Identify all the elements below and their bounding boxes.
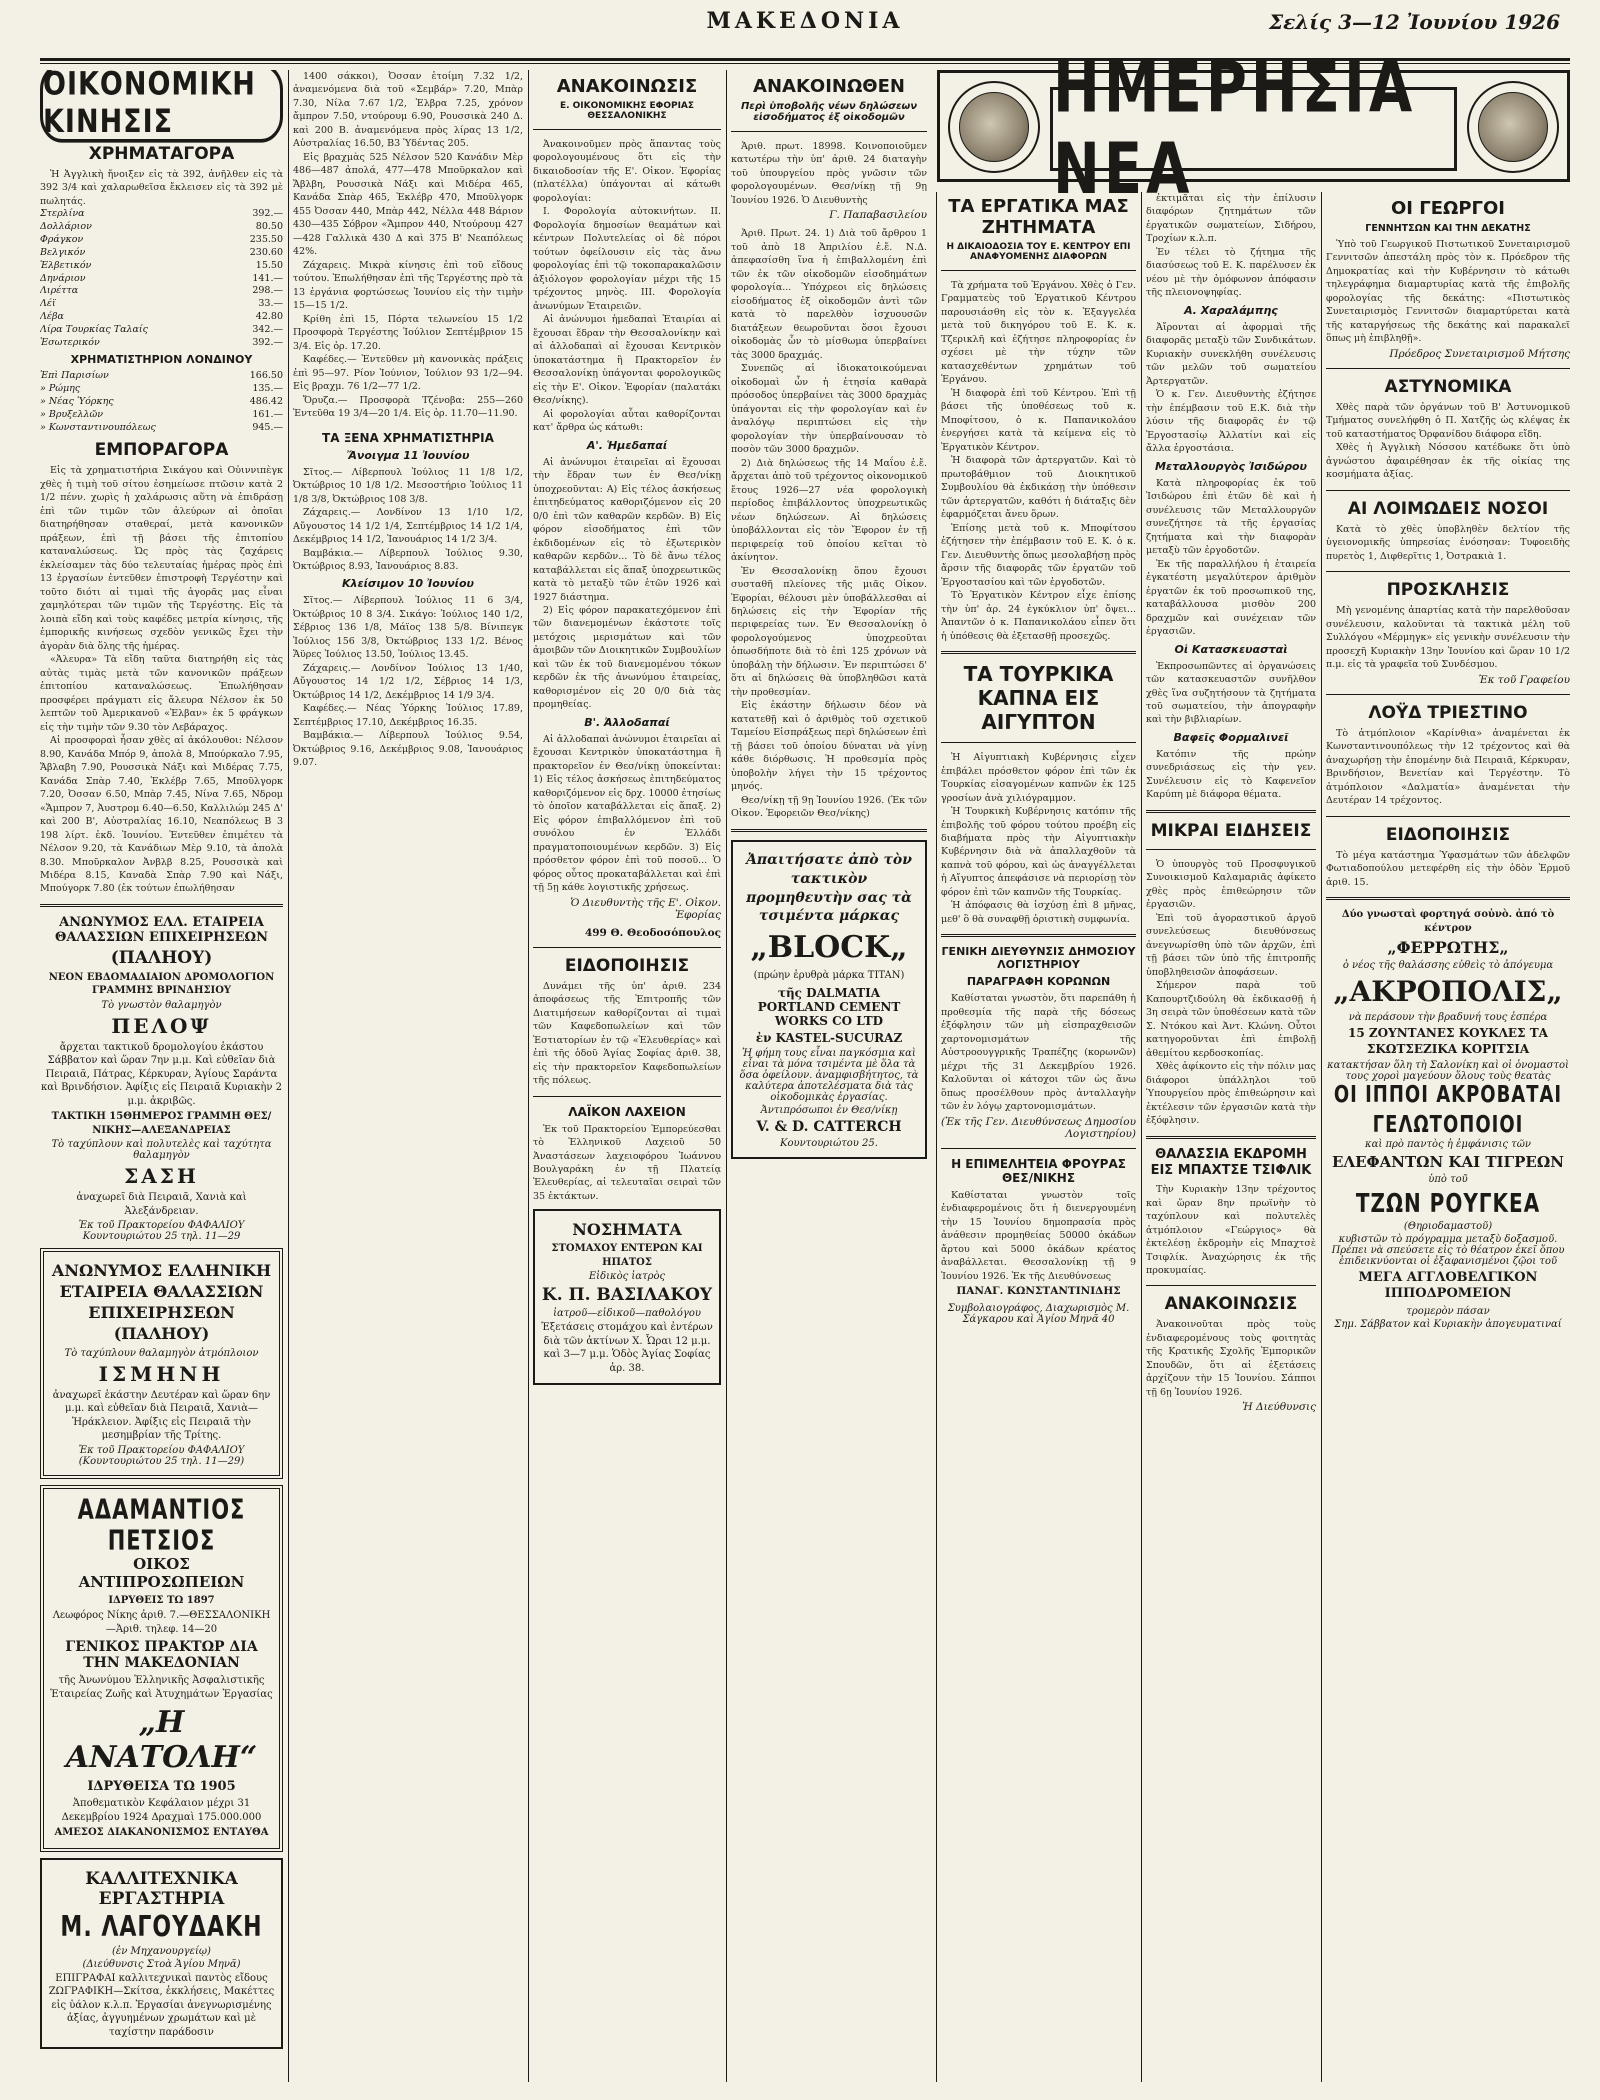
subheading: Περὶ ὑποβολῆς νέων δηλώσεων εἰσοδήματος ἐξ οἰκοδομῶν (740, 101, 918, 123)
heading-foreign-exchanges: ΤΑ ΞΕΝΑ ΧΡΗΜΑΤΙΣΤΗΡΙΑ (322, 430, 494, 445)
column-news (1146, 192, 1316, 2086)
price-value: 235.50 (249, 234, 283, 246)
article-text: Τὰ χρήματα τοῦ Ἐργάνου. Χθὲς ὁ Γεν. Γραμματεὺς τοῦ Ἐργατικοῦ Κέντρου παρουσιάσθη εἰς τὸν κ. Ἐξαγγελέα μετὰ τοῦ δικηγόρου τοῦ Ε. Κ. κ. Τζερικλῆ καὶ ἐζήτησε πληροφορίας ἐν σχέσει μὲ τὴν τύχην τῶν κατασχεθέντων χρημάτων τοῦ Ἐργάνου. (941, 280, 1136, 386)
subheading: Βαφεῖς Φορμαλινεῖ (1173, 730, 1289, 744)
price-label: Στερλίνα (40, 208, 85, 220)
price-row (40, 311, 283, 324)
price-label: Ἑλβετικόν (40, 259, 92, 271)
signature-name: ΠΑΝΑΓ. ΚΩΝΣΤΑΝΤΙΝΙΔΗΣ (956, 1285, 1121, 1298)
ad-line: Εἰδικὸς ἰατρὸς (588, 1271, 666, 1283)
article-text: Ὑπὸ τοῦ Γεωργικοῦ Πιστωτικοῦ Συνεταιρισμοῦ Γεννιτσῶν ἀπεστάλη πρὸς τὸν κ. Πρόεδρον τῆς Δημοκρατίας καὶ τὴν Κυβέρνησιν τὸ κάτωθι τηλεγράφημα διαμαρτυρίας κατὰ τῆς ἐπιβολῆς φορολογίας τῆς δεκάτης: «Πιστωτικὸς Συνεταιρισμὸς Γεννιτσῶν διαμαρτύρεται κατὰ τῆς καταργήσεως τῆς δεκάτης καὶ παρακαλεῖ ὅπως μὴ ἐπιβληθῇ». (1326, 239, 1570, 345)
article-text: Τὸ Ἐργατικὸν Κέντρον εἶχε ἐπίσης τὴν ὑπ' ἀρ. 24 ἐγκύκλιον ὑπ' ὄψει... Ἀπαντῶν ὁ κ. Παπανικολάου εἶπεν ὅτι ἡ ὑπόθεσις θὰ ἐξετασθῇ προσεχῶς. (941, 590, 1136, 642)
article-text: Κρίθη ἐπὶ 15, Πόρτα τελωνείου 15 1/2 Προσφορὰ Τεργέστης Ἰούλιον Σεπτέμβριον 15 3/4. Εἰς ὀρ. 17.20. (293, 313, 523, 352)
heading-sea-excursion: ΘΑΛΑΣΣΙΑ ΕΚΔΡΟΜΗ ΕΙΣ ΜΠΑΧΤΣΕ ΤΣΙΦΛΙΚ (1150, 1146, 1312, 1178)
price-row (40, 324, 283, 337)
ad-line: ἄρχεται τακτικοῦ δρομολογίου ἑκάστου Σάββατον καὶ ὥραν 7ην μ.μ. Καὶ εὐθεῖαν διὰ Πειραιᾶ, Πάτρας, Κέρκυραν, Ἀγίους Σαράντα καὶ Βρινδήσιον. Ἀφίξις εἰς Πειραιᾶ Κυριακὴν 2 μ.μ. ἀκριβῶς. (40, 1041, 283, 1107)
divider (941, 742, 1136, 743)
ad-ship-name: ΙΣΜΗΝΗ (98, 1361, 225, 1386)
article-text: Εἰς τὰ χρηματιστήρια Σικάγου καὶ Οὐιννιπὲγκ χθὲς ἡ τιμὴ τοῦ σίτου ἐσημείωσε πτῶσιν κατὰ 2 1/2 πένν. χωρὶς ἡ χαλάρωσις αὕτη νὰ ἐπιδράσῃ ἐπὶ τῶν τιμῶν τῶν ἀλεύρων αἱ ὁποῖαι διατηρήθησαν σταθεραί, μετὰ κανονικῶν πράξεων, ἐπὶ τῇ βάσει τῆς ἐπιτοπίου καταναλώσεως. Ὡς πρὸς τὰς ζαχάρεις ἐκλείσαμεν τὰς δύο τελευταίας ἡμέρας πρὸς ἐπὶ 13 ἐργασίων ἐντεῦθεν ἐπιστροφὴ Τεργέστην καὶ τοῦτο διότι αἱ τιμαὶ τῆς ἀγορᾶς μας εἶναι χαμηλότεραι τῶν τιμῶν τῆς Τεργέστης. Εἰς τὰ λοιπὰ εἴδη καὶ τοὺς καφέδες μετρία κίνησις, τῆς ἐμπορικῆς κινήσεως σχεδὸν γενικῶς ἔχει τὴν ἀγορὰν διὰ ὅλης τῆς ἡμέρας. (40, 465, 283, 652)
price-label: Δηνάριον (40, 272, 86, 284)
divider (731, 829, 927, 832)
article-text: Ἐν Θεσσαλονίκῃ ὅπου ἔχουσι συσταθῆ πλείονες τῆς μιᾶς Οἰκον. Ἐφορίαι, θέλουσι μὲν ὑποβάλλεσθαι αἱ δηλώσεις εἰς τὴν Ἐφορίαν τῆς περιφερείας των. Ἐν Θεσσαλονίκῃ ὁ φορολογούμενος ὑποχρεοῦται ὁπωσδήποτε διὰ τὸ ἐπὶ 125 χρόνων νὰ ὑποβάλῃ τὴν δήλωσιν. Ἐν περιπτώσει δ' ὅτι αἱ δηλώσεις θὰ ὑποβληθῶσι κατὰ τὴν προθεσμίαν. (731, 565, 927, 698)
ad-line: Σημ. Σάββατον καὶ Κυριακὴν ἀπογευματιναί (1334, 1318, 1562, 1330)
heading-anakoinosis: ΑΝΑΚΟΙΝΩΣΙΣ (556, 76, 698, 97)
price-value: 392.— (252, 208, 283, 220)
column-announcements (533, 70, 721, 2086)
divider (40, 904, 283, 907)
divider (1326, 368, 1570, 369)
column-divider (288, 70, 289, 2082)
ad-paleou-pelops (40, 915, 283, 1243)
ad-performer-name: ΤΖΩΝ ΡΟΥΓΚΕΑ (1355, 1187, 1541, 1219)
price-label: Ἐπὶ Παρισίων (40, 370, 109, 382)
price-row (40, 273, 283, 286)
ad-name: Μ. ΛΑΓΟΥΔΑΚΗ (60, 1910, 263, 1944)
ad-name: V. & D. CATTERCH (756, 1118, 902, 1135)
article-text: Ὄρυζα.— Προσφορὰ Τζένοβα: 255—260 Ἐντεῦθα 19 3/4—20 1/4. Εἰς ὀρ. 11.70—11.90. (293, 394, 523, 420)
ad-line: (Θηριοδαμαστοῦ) (1403, 1221, 1493, 1233)
ad-line: ΙΔΡΥΘΕΙΣΑ ΤΩ 1905 (87, 1779, 236, 1795)
coin-philip-icon (948, 81, 1040, 173)
subheading-crowns: ΠΑΡΑΓΡΑΦΗ ΚΟΡΩΝΩΝ (966, 975, 1111, 989)
article-text: Ὁ κ. Γεν. Διευθυντὴς ἐζήτησε τὴν ἐπέμβασιν τοῦ Ε.Κ. διὰ τὴν λύσιν τῆς διαφορᾶς ἐν τῷ Ἐργοστασίῳ Ἀλλατίνι καὶ εἰς ἄλλα ἐργοστάσια. (1146, 389, 1316, 455)
divider (941, 651, 1136, 654)
ad-venue-name: „ΑΚΡΟΠΟΛΙΣ„ (1333, 975, 1563, 1009)
ad-paleou-ismini (40, 1248, 283, 1478)
article-text: Καθίσταται γνωστὸν, ὅτι παρεπάθη ἡ προθεσμία τῆς παρὰ τῆς δόσεως ἐξόφλησιν τῶν μὴ εἰσπραχθεισῶν χαρτονομισμάτων τῆς Αὐστροουγγρικῆς Τραπέζης (κορωνῶν) μέχρι τῆς 31 Δεκεμβρίου 1926. Καλοῦνται οἱ κάτοχοι τῶν ὡς ἄνω ὅπως προσέλθουν πρὸς ἀνταλλαγὴν τῶν ἐν λόγῳ χαρτονομισμάτων. (941, 993, 1136, 1113)
ad-brand: „BLOCK„ (750, 930, 908, 966)
article-text: Αἱ προσφοραὶ ἦσαν χθὲς αἱ ἀκόλουθοι: Νέλσον 8.90, Κανάδα Μπόρ 9, ἀπολὰ 8, Μπούρκαλο 7.95, Ἄβλαβη 7.90, Ρουσσικὰ Νάξι καὶ Μιδέρας 7.75, Κανάδα Σπὰρ 7.40, Ἐκλέβρ 7.65, Μποῦλγορκ 7.20, Ὀσσαν 6.50, Μπὰρ 7.45, Νίνα 7.65, Νδρομ «Ἄμπρον 7, Ἀυστρομ 6.40—6.50, Καλλιλώμ 245 Δ' καὶ 200 Β', Αὐστραλίας 16.10, Νεαπόλεως Β 3 198 λίρτ. ἐκδ. Ἰουνίου. Ἐντεῦθεν ἐπιμέτευ τὰ Νέλσον 9.20, τὰ Κανάδιων Μὲρ 9.10, τὰ ἀπολὰ 8.30. Μποῦρκαλον Ἀνβλβ 8.25, Ρουσσικὰ καὶ Μιδέρα 8.15, Καναδὰ Σπὰρ 7.90 καὶ Νάξι, Μπούγορκ 7.80 (ἐκ τούτων ἐπωλήθησαν (40, 735, 283, 895)
column-labor (941, 192, 1136, 2086)
heading-public-accounting: ΓΕΝΙΚΗ ΔΙΕΥΘΥΝΣΙΣ ΔΗΜΟΣΙΟΥ ΛΟΓΙΣΤΗΡΙΟΥ (941, 945, 1136, 972)
ad-circus-akropolis (1326, 908, 1570, 1330)
heading-laiko-laxeio: ΛΑΪΚΟΝ ΛΑΧΕΙΟΝ (568, 1104, 686, 1119)
ad-line: κατακτήσαν ὅλη τὴ Σαλονίκη καὶ οἱ ὀνομαστοὶ τους χοροὶ μαγεύουν ὅλους τοὺς θεατὰς (1327, 1060, 1569, 1083)
ad-line: ΚΑΛΛΙΤΕΧΝΙΚΑ ΕΡΓΑΣΤΗΡΙΑ (85, 1868, 238, 1909)
article-text: Ι. Φορολογία αὐτοκινήτων. ΙΙ. Φορολογία δημοσίων θεαμάτων καὶ κέντρων Πολυτελείας οἱ δὲ πόροι τούτων ὀφείλουσιν εἰς τὰς ἄνω φορολογίας ἐπὶ τῷ τοκοπαρακαλῶσιν ἀξιόλογον φορολογίαν μέχρι τῆς 15 τρέχοντος μηνὸς. ΙΙΙ. Φορολογία ἀνωνύμων Ἑταιρειῶν. (533, 206, 721, 312)
heading-small-news: ΜΙΚΡΑΙ ΕΙΔΗΣΕΙΣ (1150, 820, 1312, 841)
article-text: Εἰς βραχμὰς 525 Νέλσον 520 Κανάδιν Μὲρ 486—487 ἀπολά, 477—478 Μποῦρκαλον καὶ Ἄβλβη, Ρουσσικὰ Νάξι καὶ Μιδέρα 465, Κανάδα Σπὰρ 465, Ἐκλέβρ 470, Μποῦλγορκ 455 Ὀσσαν 440, Μπὰρ 442, Νέλλα 448 Βάριον 430—435 Σόβρον «Ἄμπρον 440, Ντούρουμ 427—428 Γαλλικὰ 430 Δ καὶ 375 Β' Νεαπόλεως 42%. (293, 151, 523, 258)
ad-line: ΓΕΝΙΚΟΣ ΠΡΑΚΤΩΡ ΔΙΑ ΤΗΝ ΜΑΚΕΔΟΝΙΑΝ (65, 1639, 258, 1672)
column-misc (1326, 192, 1570, 2086)
price-value: 342.— (252, 323, 283, 335)
signature-detail: Συμβολαιογράφος, Διαχωρισμὸς Μ. Σάγκαρου καὶ Ἁγίου Μηνᾶ 40 (947, 1303, 1130, 1326)
ad-line: ΣΤΟΜΑΧΟΥ ΕΝΤΕΡΩΝ ΚΑΙ ΗΠΑΤΟΣ (551, 1243, 703, 1268)
price-label: » Βρυξελλῶν (40, 408, 104, 420)
article-text: Κατὰ τὸ χθὲς ὑποβληθὲν δελτίον τῆς ὑγειονομικῆς ὑπηρεσίας ἐνόσησαν: Τυφοειδὴς πυρετὸς 1, Διφθερῖτις 1, Ὀστρακιὰ 1. (1326, 523, 1570, 562)
heading-police: ΑΣΤΥΝΟΜΙΚΑ (1384, 376, 1512, 397)
divider (941, 934, 1136, 937)
price-value: 945.— (252, 421, 283, 433)
ad-line: νὰ περάσουν τὴν βραδυνή τους ἐσπέρα (1348, 1012, 1548, 1024)
subheading: ΓΕΝΝΗΤΣΩΝ ΚΑΙ ΤΗΝ ΔΕΚΑΤΗΣ (1365, 223, 1531, 234)
article-text: Ζάχαρεις. Μικρὰ κίνησις ἐπὶ τοῦ εἴδους τούτου. Ἐπωλήθησαν ἐπὶ τῆς Τεργέστης πρὸ τὰ 13 ἐργάνια φορτώσεως Ἰουνίου εἰς τὴν τιμὴν 15—15 1/2. (293, 259, 523, 312)
price-row (40, 298, 283, 311)
article-text: Ἐκ τῆς παραλλήλου ἡ ἑταιρεία ἐγκατέστη μεγαλύτερον ἀριθμὸν ἐργατῶν ἐκ τοῦ προσωπικοῦ της, καταβάλλουσα μισθὸν 200 δραχμῶν καὶ συνέχειαν τῶν ἐργασιῶν. (1146, 558, 1316, 638)
ad-name: ΑΔΑΜΑΝΤΙΟΣ ΠΕΤΣΙΟΣ (77, 1493, 246, 1556)
divider (1326, 816, 1570, 817)
price-value: 135.— (252, 383, 283, 395)
article-text: Ἀνακοινοῦμεν πρὸς ἅπαντας τοὺς φορολογουμένους ὅτι εἰς τὴν δικαιοδοσίαν τῆς Ε'. Οἰκον. Ἐφορίας (πλατέλλα) ὑπάγονται αἱ κάτωθι φορολογίαι: (533, 139, 721, 204)
ad-line: ἀναχωρεῖ ἑκάστην Δευτέραν καὶ ὥραν 6ην μ.μ. καὶ εὐθεῖαν διὰ Πειραιᾶ, Χανιὰ—Ἡράκλειον. Ἀφίξις εἰς Πειραιᾶ τὴν μεσημβρίαν τῆς Τρίτης. (52, 1389, 271, 1442)
divider (1146, 849, 1316, 850)
ad-block-cement (731, 840, 927, 1159)
signature-name: Γ. Παπαβασιλείου (829, 209, 927, 222)
article-text: Ἀριθ. Πρωτ. 24. 1) Διὰ τοῦ ἄρθρου 1 τοῦ ἀπὸ 18 Ἀπριλίου ἐ.ἔ. Ν.Δ. ἀπεφασίσθη ἵνα ἡ ἐπιβαλλομένη ἐπὶ τῶν ἐκ τῶν οἰκοδομῶν εἰσοδημάτων φορολογία... Ὑπόχρεοι εἰς δηλώσεις εἰσοδήματος ἐξ οἰκοδομῶν ἀντὶ τῶν κατὰ τὸ παρελθὸν ἰσχυουσῶν διατάξεων θεωροῦνται ὅσοι ἔχουσι οἰκοδομὰς ὧν τὸ μίσθωμα ὑπερβαίνει τὰς 3000 δραχμάς. (731, 228, 927, 361)
ad-line: Λεωφόρος Νίκης ἀριθ. 7.—ΘΕΣΣΑΛΟΝΙΚΗ—Ἀριθ. τηλεφ. 14—20 (52, 1610, 271, 1635)
ad-line: ἐν KASTEL-SUCURAZ (755, 1030, 903, 1045)
price-row (40, 208, 283, 221)
ad-subtitle: (ΠΑΛΗΟΥ) (110, 947, 213, 968)
article-text: Ἐν τέλει τὸ ζήτημα τῆς διασύσεως τοῦ Ε. Κ. παρέλυσεν ἐκ νέου μὲ τὴν ὁμόφωνον ἀπόφασιν τῆς πλειονοψηφίας. (1146, 246, 1316, 299)
ad-name: Κ. Π. ΒΑΣΙΛΑΚΟΥ (541, 1285, 713, 1306)
price-label: » Ρώμης (40, 383, 81, 395)
divider (1326, 694, 1570, 695)
article-text: Τὴν Κυριακὴν 13ην τρέχοντος καὶ ὥραν 8ην πρωϊνὴν τὸ ταχύπλουν καὶ πολυτελὲς ἀτμόπλοιον «Γεώργιος» θὰ ἐκτελέσῃ ἐκδρομὴν εἰς Μπαχτσὲ Τσιφλίκ. Ἀναχώρησις ἐκ τῆς προκυμαίας. (1146, 1184, 1316, 1276)
signature-name: Ἐκ τοῦ Γραφείου (1478, 673, 1570, 686)
ad-line: ΑΜΕΣΟΣ ΔΙΑΚΑΝΟΝΙΣΜΟΣ ΕΝΤΑΥΘΑ (54, 1827, 269, 1839)
heading-notice: ΕΙΔΟΠΟΙΗΣΙΣ (1385, 824, 1511, 845)
ad-adamantios-petsios (40, 1485, 283, 1852)
price-label: Λιρέττα (40, 285, 79, 297)
subheading: Α. Χαραλάμπης (1184, 303, 1278, 317)
article-text: Ἡ διαφορὰ τῶν ἀρτεργατῶν. Καὶ τὸ πρωτοβάθμιον τοῦ Διοικητικοῦ Συμβουλίου θὰ ἐκδικάσῃ τὴν ὑπόθεσιν τῶν ἀρτεργατῶν, καθότι ἡ διάταξις δὲν ἐφαρμόζεται ἄνευ ὅρων. (941, 455, 1136, 521)
article-text: Βαμβάκια.— Λίβερπουλ Ἰούλιος 9.30, Ὀκτώβριος 8.93, Ἰανουάριος 8.83. (293, 547, 523, 572)
ad-line: Ἀποθεματικὸν Κεφάλαιον μέχρι 31 Δεκεμβρίου 1924 Δραχμαὶ 175.000.000 (61, 1798, 262, 1823)
price-row (40, 234, 283, 247)
ad-line: τῆς DALMATIA PORTLAND CEMENT WORKS CO LTD (757, 985, 901, 1028)
newspaper-page (40, 6, 1570, 2086)
divider (533, 129, 721, 130)
price-label: » Νέας Ὑόρκης (40, 396, 114, 408)
ad-line: ΙΔΡΥΘΕΙΣ ΤΩ 1897 (108, 1594, 215, 1606)
price-value: 141.— (252, 272, 283, 284)
heading-invitation: ΠΡΟΣΚΛΗΣΙΣ (1386, 580, 1510, 601)
subheading-closing: Κλείσιμον 10 Ἰουνίου (342, 577, 474, 591)
divider (1146, 1136, 1316, 1139)
heading-garrison: Η ΕΠΙΜΕΛΗΤΕΙΑ ΦΡΟΥΡΑΣ ΘΕΣ/ΝΙΚΗΣ (951, 1156, 1126, 1185)
section-header-economic: ΟΙΚΟΝΟΜΙΚΗ ΚΙΝΗΣΙΣ (40, 70, 283, 143)
price-row (40, 383, 283, 396)
article-text: Κατὰ πληροφορίας ἐκ τοῦ Ἰσιδώρου ἐπὶ ἐτῶν δὲ καὶ ἡ συνέλευσις τῶν Μεταλλουργῶν συνεζήτησε τὰ τῆς ἐργασίας ζητήματα καὶ τὴν διαφορὰν μεταξὺ τῶν ἐργοδοτῶν. (1146, 477, 1316, 557)
subheading-opening: Ἄνοιγμα 11 Ἰουνίου (346, 448, 470, 462)
price-label: Λέϊ (40, 298, 56, 310)
ad-address: Κουντουριώτου 25. (780, 1137, 878, 1149)
article-text: ἐκτιμᾶται εἰς τὴν ἐπίλυσιν διαφόρων ζητημάτων τῶν ἐργατικῶν σωματείων, Σιδήρου, Τροχίων κ.λ.π. (1146, 193, 1316, 245)
article-text: Ἐπὶ τοῦ ἀγοραστικοῦ ἀργοῦ συνελεύσεως διευθύνσεως ἀνεγνωρίσθη ὑπὸ τῶν ἀρχῶν, ἐπὶ τῇ βάσει τῶν ὑπὸ τῆς ἐπιτροπῆς ὑποβληθεισῶν ἀποφάσεων. (1146, 912, 1316, 978)
price-row (40, 285, 283, 298)
article-text: Θεσ/νίκῃ τῇ 9ῃ Ἰουνίου 1926. (Ἐκ τῶν Οἰκον. Ἐφορειῶν Θεσ/νίκης) (731, 794, 927, 820)
column-anakoinothen (731, 70, 927, 2086)
divider (1326, 897, 1570, 900)
divider (533, 1096, 721, 1097)
article-text: Ἡ Τουρκικὴ Κυβέρνησις κατόπιν τῆς ἐπιβολῆς τοῦ φόρου τούτου προέβη εἰς διαβήματα πρὸς τὴν Αἰγυπτιακὴν Κυβέρνησιν διὰ νὰ ἀπαλλαχθοῦν τὰ καπνὰ τοῦ φόρου, καὶ ὡς ἀναγγέλλεται ἡ Αἴγυπτος ἀπεφάσισε νὰ περιορίσῃ τὸν φόρον ἐπὶ τῶν καπνῶν τῆς Τουρκίας. (941, 806, 1136, 898)
price-value: 161.— (252, 408, 283, 420)
article-text: Χθὲς παρὰ τῶν ὀργάνων τοῦ Β' Ἀστυνομικοῦ Τμήματος συνελήφθη ὁ Π. Χατζῆς ὡς κλέψας ἐκ τοῦ καταστήματος Ὀρφανίδου διάφορα εἴδη. (1326, 401, 1570, 440)
article-text: 2) Εἰς φόρον παρακατεχόμενον ἐπὶ τῶν διανεμομένων ἑκάστοτε τοῖς μετόχοις μερισμάτων καὶ τῶν ἀμοιβῶν τῶν Διοικητικῶν Συμβουλίων καὶ τῶν ἐκ τοῦ διανεμομένου τόκων κερδῶν ἐκ τῆς ἀνωνύμου ἑταιρείας, καθορισμένον εἰς 20 0/0 διὰ τὰς προμηθείας. (533, 604, 721, 711)
heading-farmers: ΟΙ ΓΕΩΡΓΟΙ (1391, 198, 1505, 219)
ad-line: Τὸ ταχύπλουν θαλαμηγὸν ἀτμόπλοιον (64, 1347, 259, 1359)
ad-line: Τὸ γνωστὸν θαλαμηγὸν (101, 999, 222, 1011)
divider (1326, 571, 1570, 572)
price-value: 298.— (252, 285, 283, 297)
article-text: Ἡ Αἰγυπτιακὴ Κυβέρνησις εἶχεν ἐπιβάλει πρόσθετον φόρον ἐπὶ τῶν ἐκ Τουρκίας εἰσαγομένων καπνῶν ἐκ 125 γροσίων ἀνὰ χιλιόγραμμον. (941, 752, 1136, 804)
ad-title: ΑΝΩΝΥΜΟΣ ΕΛΛΗΝΙΚΗ ΕΤΑΙΡΕΙΑ ΘΑΛΑΣΣΙΩΝ ΕΠΙΧΕΙΡΗΣΕΩΝ (ΠΑΛΗΟΥ) (51, 1261, 272, 1343)
ad-line: ΟΙ ΙΠΠΟΙ ΑΚΡΟΒΑΤΑΙ ΓΕΛΩΤΟΠΟΙΟΙ (1333, 1081, 1563, 1139)
subheading-eforia: Ε. ΟΙΚΟΝΟΜΙΚΗΣ ΕΦΟΡΙΑΣ ΘΕΣΣΑΛΟΝΙΚΗΣ (559, 101, 695, 121)
heading-emporagora: ΕΜΠΟΡΑΓΟΡΑ (94, 440, 229, 461)
currency-price-list (40, 208, 283, 349)
price-row (40, 221, 283, 234)
price-label: Λίρα Τουρκίας Ταλαίς (40, 323, 148, 335)
column-economic (40, 70, 283, 2086)
signature-name: Ἡ Διεύθυνσις (1242, 1401, 1316, 1414)
price-value: 486.42 (249, 396, 283, 408)
article-text: Αἱ ἀνώνυμοι ἑταιρεῖαι αἱ ἔχουσαι τὴν ἕδραν των ἐν Θεσ/νίκῃ ὑποχρεοῦνται: Α) Εἰς τέλος ἀσκήσεως ἐπιτηδεύματος καθοριζόμενον εἰς 20 0/0 ἐπὶ τῶν καθαρῶν κερδῶν. Β) Εἰς φόρον εἰσοδήματος ἐπὶ τῶν ἐκδιδομένων εἰς τὸ ἐξωτερικὸν καθαρῶν κερδῶν... Τὸ δὲ ἄνω τέλος καταβάλλεται εἰς ἅπαξ ὑποχρεωτικῶς κατὰ τὸ μεταξὺ τῶν ἑτῶν 1926 καὶ 1927 διάστημα. (533, 456, 721, 603)
article-text: «Ἀλευρα» Τὰ εἴδη ταῦτα διατηρήθη εἰς τὰς αὐτὰς τιμὰς μετὰ τῶν κανονικῶν πράξεων ἐπιτοπίου καταναλώσεως. Ἐπωλήθησαν προσφέρει πράγματι εἰς ἄλευρα Νέλσον ἐκ 50 λεπτῶν τοῦ Ἀμερικανοῦ «Ἐλβαν» ἐκ 5 φράγκων εἰς τὴν τιμὴν τῶν 9.30 τὸν Λεβάραχος. (40, 654, 283, 733)
article-text: Κατόπιν τῆς πρώην συνεδριάσεως εἰς τὴν γεν. Συνέλευσιν εἰς τὸ Καφενεῖον Καρύπη μὲ διάφορα θέματα. (1146, 748, 1316, 801)
ad-line: τρομερὸν πάσαν (1406, 1305, 1490, 1317)
ad-line: Δύο γνωσταὶ φορτηγά σοὐνὸ. ἀπό τὸ κέντρον (1341, 909, 1555, 934)
price-label: Ἐσωτερικόν (40, 336, 100, 348)
divider (1146, 1285, 1316, 1286)
ad-line: ἰατροῦ—εἰδικοῦ—παθολόγου (553, 1308, 701, 1320)
signature-name: 499 Θ. Θεοδοσόπουλος (584, 926, 721, 939)
column-divider (936, 192, 937, 2082)
ad-line: ΝΕΟΝ ΕΒΔΟΜΑΔΙΑΙΟΝ ΔΡΟΜΟΛΟΓΙΟΝ ΓΡΑΜΜΗΣ ΒΡΙΝΔΗΣΙΟΥ (48, 971, 275, 997)
price-row (40, 337, 283, 350)
subheading: Η ΔΙΚΑΙΟΔΟΣΙΑ ΤΟΥ Ε. ΚΕΝΤΡΟΥ ΕΠΙ ΑΝΑΦΥΟΜΕΝΗΣ ΔΙΑΦΟΡΩΝ (946, 242, 1131, 262)
price-row (40, 247, 283, 260)
article-text: Ὁ ὑπουργὸς τοῦ Προσφυγικοῦ Συνοικισμοῦ Καλαμαριᾶς ἀφίκετο χθὲς πρὸς ἐπιθεώρησιν τῶν ἐργασιῶν. (1146, 858, 1316, 911)
price-label: Λέβα (40, 310, 64, 322)
article-text: Ἐκπροσωπῶντες αἱ ὀργανώσεις τῶν κατασκευαστῶν συνῆλθον χθὲς ἵνα συζητήσουν τὰ ζητήματα τοῦ σωματείου, τὴν ἀπογραφὴν καὶ τὴν βιβλιαρίων. (1146, 660, 1316, 726)
subheading: Οἱ Κατασκευασταὶ (1174, 642, 1288, 656)
price-row (40, 260, 283, 273)
ad-line: τῆς Ἀνωνύμου Ἑλληνικῆς Ἀσφαλιστικῆς Ἑταιρείας Ζωῆς καὶ Ἀτυχημάτων Ἐργασίας (50, 1675, 273, 1700)
column-divider (528, 70, 529, 2082)
price-value: 230.60 (249, 246, 283, 258)
article-text: Συνεπῶς αἱ ἰδιοκατοικούμεναι οἰκοδομαὶ ὧν ἡ ἐτησία καθαρὰ πρόσοδος ὑπερβαίνει τὰς 3000 δραχμὰς ὑπάγονται εἰς τὴν φορολογίαν καὶ ἐν ἀναλόγῳ περιπτώσει εἰς τὴν φορολογίαν τὴν ὑπερβαίνουσαν τὸ ποσὸν τῶν 3000 δραχμῶν. (731, 363, 927, 456)
price-value: 15.50 (255, 259, 283, 271)
article-text: Αἱ ἀνώνυμοι ἡμεδαπαὶ Ἑταιρίαι αἱ ἔχουσαι ἕδραν τὴν Θεσσαλονίκην καὶ αἱ ἀλλοδαπαὶ αἱ ἔχουσαι Κεντρικὸν ὑποκατάστημα ἢ Πρακτορεῖον ἐν Θεσσαλονίκῃ ὑπάγονται φορολογικῶς εἰς τὴν Ε'. Οἰκον. Ἐφορίαν (παλατάκι Θεσ/νίκης). (533, 314, 721, 407)
ad-line: ΕΛΕΦΑΝΤΩΝ ΚΑΙ ΤΙΓΡΕΩΝ (1332, 1153, 1564, 1172)
article-text: Τὸ μέγα κατάστημα Ὑφασμάτων τῶν ἀδελφῶν Φωτιαδοπούλου μετεφέρθη εἰς τὴν ὁδὸν Ἑρμοῦ ἀριθ. 15. (1326, 849, 1570, 888)
column-markets (293, 70, 523, 2086)
article-text: Ζάχαρεις.— Λονδίνον 13 1/10 1/2, Αὔγουστος 14 1/2 1/4, Σεπτέμβριος 14 1/2 1/4, Δεκέμβριος 14 1/2, Ἰανουάριος 14 1/2 3/4. (293, 507, 523, 546)
ad-line: ὑπὸ τοῦ (1428, 1174, 1468, 1186)
article-text: Δυνάμει τῆς ὑπ' ἀριθ. 234 ἀποφάσεως τῆς Ἐπιτροπῆς τῶν Διατιμήσεων καθορίζονται αἱ τιμαὶ τῶν Καφεδοπωλείων καὶ τῶν Ἐστιατορίων ἐν τῷ «Ἐλευθερίας» καὶ ἐπὶ τῆς ὁδοῦ Ἁγίας Σοφίας ἀριθ. 38, εἰς τὴν πρακτορεῖον Καφεδοπωλείων τῆς πόλεως. (533, 980, 721, 1087)
heading-eidopoiisis: ΕΙΔΟΠΟΙΗΣΙΣ (564, 955, 690, 976)
heading-anakoinosis-2: ΑΝΑΚΟΙΝΩΣΙΣ (1164, 1294, 1298, 1315)
price-row (40, 370, 283, 383)
price-value: 166.50 (249, 370, 283, 382)
ad-line: (Διεύθυνσις Στοὰ Ἁγίου Μηνᾶ) (82, 1958, 241, 1970)
ad-ship-name: ΠΕΛΟΨ (111, 1013, 212, 1038)
article-text: Σήμερον παρὰ τοῦ Καπουρτζιδούλη θὰ ἐκδικασθῇ ἡ 3η σειρὰ τῶν ὑποθέσεων κατὰ τῶν Σ. Ντόκου καὶ Ἀντ. Κλώνη. Οὗτοι κατηγοροῦνται ἐπὶ ἐπιβολῇ ἀθεμίτου κερδοσκοπίας. (1146, 980, 1316, 1059)
ad-line: ΜΕΓΑ ΑΓΓΛΟΒΕΛΓΙΚΟΝ ΙΠΠΟΔΡΟΜΕΙΟΝ (1358, 1270, 1538, 1302)
ad-line: Ἀπαιτήσατε ἀπὸ τὸν τακτικὸν προμηθευτὴν σας τὰ τσιμέντα μάρκας (746, 851, 912, 925)
banner-title (1050, 47, 1457, 211)
signature-title: Ὁ Διευθυντὴς τῆς Ε'. Οἰκον. Ἐφορίας (570, 896, 721, 921)
ad-line: Ἐξετάσεις στομάχου καὶ ἐντέρων διὰ τῶν ἀκτίνων Χ. Ὧραι 12 μ.μ. καὶ 3—7 μ.μ. Ὁδὸς Ἁγίας Σοφίας ἀρ. 38. (541, 1322, 713, 1374)
divider (1326, 490, 1570, 491)
price-value: 80.50 (255, 221, 283, 233)
ad-line: 15 ΖΟΥΝΤΑΝΕΣ ΚΟΥΚΛΕΣ ΤΑ ΣΚΩΤΣΕΖΙΚΑ ΚΟΡΙΤΣΙΑ (1348, 1026, 1548, 1056)
price-value: 42.80 (255, 310, 283, 322)
price-label: Δολλάριον (40, 221, 92, 233)
article-text: Αἱ ἀλλοδαπαὶ ἀνώνυμοι ἑταιρεῖαι αἱ ἔχουσαι Κεντρικὸν ὑποκατάστημα ἢ πρακτορεῖον ἐν Θεσ/νίκῃ ὑποκείνται: 1) Εἰς τέλος ἀσκήσεως ἐπιτηδεύματος καθοριζόμενον εἰς δρχ. 10000 ἐτησίως τὸ ὁποῖον καταβάλλεται εἰς ἅπαξ. 2) Εἰς φόρον ἐπιβαλλόμενον ἐπὶ τοῦ συνόλου ἐν Ἑλλάδι πραγματοποιουμένων κερδῶν. 3) Εἰς πρόσθετον φόρον ἐπὶ τοῦ ποσοῦ... Ὁ φόρος οὗτος προκαταβάλλεται καὶ ἐπὶ τῇ 5ῃ κάθε λογιστικῆς χρήσεως. (533, 733, 721, 894)
ad-signature: Ἐκ τοῦ Πρακτορείου ΦΑΦΑΛΙΟΥ (Κουντουριώτου 25 τηλ. 11—29) (78, 1444, 245, 1467)
ad-line: ἀναχωρεῖ διὰ Πειραιᾶ, Χανιὰ καὶ Ἀλεξάνδρειαν. (76, 1192, 247, 1217)
article-text: Καφέδες.— Ἐντεῦθεν μὴ κανονικὰς πράξεις ἐπὶ 95—97. Ρίον Ἰούνιον, Ἰούλιον 93 1/2—94. Εἰς βραχμ. 76 1/2—77 1/2. (293, 354, 523, 393)
article-text: Αἱ φορολογίαι αὗται καθορίζονται κατ' ἄρθρα ὡς κάτωθι: (533, 408, 721, 434)
article-text: Ἡ διαφορὰ ἐπὶ τοῦ Κέντρου. Ἐπὶ τῇ βάσει τῆς ὑποθέσεως τοῦ κ. Μποφίτσου, ὁ κ. Παπανικολάου ἐνεργήσει κατὰ τὰ κείμενα εἰς τὸ Ἐργατικὸν Κέντρον. (941, 387, 1136, 453)
price-value: 33.— (258, 298, 283, 310)
column-divider (726, 70, 727, 2082)
ad-signature: Ἐκ τοῦ Πρακτορείου ΦΑΦΑΛΙΟΥ Κουντουριώτου 25 τηλ. 11—29 (78, 1220, 245, 1243)
price-row (40, 409, 283, 422)
price-row (40, 422, 283, 435)
ad-line: Τὸ ταχύπλουν καὶ πολυτελὲς καὶ ταχύτητα θαλαμηγὸν (51, 1139, 272, 1162)
article-text: Ἡ ἀπόφασις θὰ ἰσχύσῃ ἐπὶ 8 μῆνας, μεθ' ὃ θὰ συναφθῇ ὁριστικὴ συμφωνία. (941, 900, 1136, 925)
article-text: Μὴ γενομένης ἀπαρτίας κατὰ τὴν παρελθοῦσαν συνέλευσιν, καλοῦνται τὰ τακτικὰ μέλη τοῦ Συλλόγου «Μέρμηγκ» εἰς γενικὴν συνέλευσιν τὴν προσεχῆ Κυριακὴν 13ην Ἰουνίου καὶ ὥραν 10 1/2 π.μ. εἰς τὰ γραφεῖα τοῦ Συνδέσμου. (1326, 605, 1570, 671)
ad-line: Ἀντιπρόσωποι ἐν Θεσ/νίκῃ (760, 1104, 898, 1116)
heading-anakoinothen: ΑΝΑΚΟΙΝΩΘΕΝ (753, 76, 905, 97)
article-text: Ζάχαρεις.— Λονδίνον Ἰούλιος 13 1/40, Αὔγουστος 14 1/2 1/2, Σέβριος 14 1/3, Ὀκτώβριος 14 1/2, Δεκέμβριος 14 1/9 3/4. (293, 662, 523, 701)
article-text: Ἐκ τοῦ Πρακτορείου Ἑμπορεύεσθαι τὸ Ἑλληνικοῦ Λαχειοῦ 50 Ἀναστάσεων λαχειοφόρου Ἰωάννου Βουλγαράκη ἐν τῇ Πλατείᾳ Ἐλευθερίας, αἱ τελευταῖαι σειραὶ τῶν 35 ἐκτάκτων. (533, 1123, 721, 1202)
article-text: Ἀνακοινοῦται πρὸς τοὺς ἐνδιαφερομένους τοὺς φοιτητὰς τῆς Κρατικῆς Σχολῆς Ἐμπορικῶν Σπουδῶν, ὅτι αἱ ἐξετάσεις ἀρχίζουν τὴν 15 Ἰουνίου. Σάπποι τῇ 6ῃ Ἰουνίου 1926. (1146, 1319, 1316, 1398)
price-value: 392.— (252, 336, 283, 348)
divider (731, 131, 927, 132)
article-text: Βαμβάκια.— Λίβερπουλ Ἰούλιος 9.54, Ὀκτώβριος 9.16, Δεκέμβριος 9.08, Ἰανουάριος 9.07. (293, 730, 523, 769)
article-text: 1400 σάκκοι), Ὀσσαν ἑτοίμη 7.32 1/2, ἀναμενόμενα διὰ τοῦ «Σεμβάρ» 7.20, Μπὰρ 7.30, Νίλα 7.67 1/2, Ἐλβρα 7.25, χρόνον ἄμπρον 7.50, ντούρουμ 6.90, Ρουσσικὰ 240 Δ. καὶ 200 Β. ἀναμενόμενα πρὸς λίρας 13 1/2, Αὐστραλίας 16.50, Β3 Ὑδέντας 205. (293, 71, 523, 150)
article-text: Καθίσταται γνωστὸν τοῖς ἐνδιαφερομένοις ὅτι ἡ διενεργουμένη τὴν 15 Ἰουνίου δημοπρασία πρὸς ἀνάθεσιν προμηθείας 50000 ὀκάδων ἄρτου καὶ 5000 ὀκάδων κρέατος ἀναβάλλεται. Θεσσαλονίκῃ τῇ 9 Ἰουνίου 1926. Ἐκ τῆς Διευθύνσεως (941, 1189, 1136, 1282)
divider (533, 947, 721, 948)
ad-company-name: „Η ΑΝΑΤΟΛΗ“ (65, 1705, 258, 1776)
london-price-list (40, 370, 283, 434)
article-source: (Ἐκ τῆς Γεν. Διευθύνσεως Δημοσίου Λογιστηρίου) (941, 1115, 1136, 1140)
heading-chrimatagora: ΧΡΗΜΑΤΑΓΟΡΑ (88, 144, 235, 164)
banner-title-text: ΗΜΕΡΗΣΙΑ ΝΕΑ (1053, 47, 1417, 211)
heading-london-exchange: ΧΡΗΜΑΤΙΣΤΗΡΙΟΝ ΛΟΝΔΙΝΟΥ (70, 353, 253, 367)
ad-lagoudaki-workshops (40, 1858, 283, 2050)
article-text: Σῖτος.— Λίβερπουλ Ἰούλιος 11 1/8 1/2, Ὀκτώβριος 10 1/8 1/2. Μεσοστήριο Ἰούλιος 11 1/8 3/8, Ὀκτώβριος 108 3/8. (293, 466, 523, 505)
ad-line: (ἐν Μηχανουργείῳ) (112, 1945, 211, 1957)
ad-title: ΑΝΩΝΥΜΟΣ ΕΛΛ. ΕΤΑΙΡΕΙΑ ΘΑΛΑΣΣΙΩΝ ΕΠΙΧΕΙΡΗΣΕΩΝ (55, 914, 268, 945)
article-text: Ἡ Ἀγγλικὴ ἤνοιξεν εἰς τὰ 392, ἀνῆλθεν εἰς τὰ 392 3/4 καὶ χαλαρωθεῖσα ἔκλεισεν εἰς τὰ 392 μὲ πωλητάς. (40, 169, 283, 207)
ad-line: ΟΙΚΟΣ ΑΝΤΙΠΡΟΣΩΠΕΙΩΝ (78, 1554, 245, 1591)
price-row (40, 396, 283, 409)
ad-line: καὶ πρὸ παντὸς ἡ ἐμφάνισις τῶν (1365, 1139, 1531, 1151)
subheading: Α'. Ἡμεδαπαί (586, 438, 668, 452)
newspaper-title: ΜΑΚΕΔΟΝΙΑ (706, 8, 904, 34)
article-text: Εἰς ἑκάστην δήλωσιν δέον νὰ κατατεθῇ καὶ ὁ ἀριθμὸς τοῦ σχετικοῦ Ταμείου Εἰσπράξεως περὶ δηλώσεων ἐπὶ τῇ βάσει τοῦ ὁποίου δύναται νὰ γίνῃ κάθε διόρθωσις. Ἡ προθεσμία πρὸς ὑποβολὴν λήγει τὴν 15 τρέχοντος μηνός. (731, 700, 927, 793)
article-text: Χθὲς ἀφίκοντο εἰς τὴν πόλιν μας διάφοροι ὑπάλληλοι τοῦ Ὑπουργείου πρὸς ἐπιθεώρησιν καὶ ἐκτέλεσιν τῶν ἐργασιῶν κατὰ τὴν ἐξόφλησιν. (1146, 1061, 1316, 1127)
article-text: Ἀριθ. πρωτ. 18998. Κοινοποιοῦμεν κατωτέρω τὴν ὑπ' ἀριθ. 24 διαταγὴν τοῦ ὑπουργείου πρὸς γνῶσιν τῶν φορολογουμένων. Θεσ/νίκῃ τῇ 9ῃ Ἰουνίου 1926. Ὁ Διευθυντὴς (731, 141, 927, 206)
article-text: Ἐπίσης μετὰ τοῦ κ. Μποφίτσου ἐζήτησεν τὴν ἐπέμβασιν τοῦ Ε. Κ. ὁ κ. Γεν. Διευθυντὴς ὅπως μεσολαβήσῃ πρὸς ἄρσιν τῆς διαφορᾶς τῶν ἐργατῶν τοῦ Ἐργοστασίου καὶ τῶν ἐργοδοτῶν. (941, 522, 1136, 588)
ad-vasilakou-doctor (533, 1209, 721, 1385)
price-label: » Κωνσταντινουπόλεως (40, 421, 156, 433)
price-label: Φράγκον (40, 234, 84, 246)
column-divider (1141, 192, 1142, 2082)
divider (941, 270, 1136, 271)
ad-line: κυβιστῶν τὸ πρόγραμμα μεταξὺ δοξασμοῦ. Πρέπει νὰ σπεύσετε εἰς τὸ θέατρον ἐκεῖ ὅπου ἐπιδεικνύονται οἱ ἐξαφανισμένοι ζῷοι τοῦ (1331, 1234, 1565, 1268)
ad-line: (πρώην ἐρυθρὰ μάρκα TITAN) (753, 970, 905, 982)
ad-line: „ΦΕΡΡΩΤΗΣ„ (1387, 938, 1509, 958)
article-text: Χθὲς ἡ Ἀγγλικὴ Νόσσου κατέδωκε ὅτι ὑπὸ ἀγνώστου ἀφαιρέθησαν ἐκ τῆς οἰκίας της κοσμήματα ἀξίας. (1326, 442, 1570, 481)
article-text: Καφέδες.— Νέας Ὑόρκης Ἰούλιος 17.89, Σεπτέμβριος 17.10, Δεκέμβριος 16.35. (293, 703, 523, 728)
page-date: Σελίς 3—12 Ἰουνίου 1926 (1268, 10, 1560, 34)
divider (1146, 810, 1316, 813)
signature-name: Πρόεδρος Συνεταιρισμοῦ Μήτσης (1389, 347, 1570, 360)
ad-ship-name: ΣΑΣΗ (124, 1164, 199, 1189)
ad-line: ΕΠΙΓΡΑΦΑΙ καλλιτεχνικαὶ παντὸς εἴδους ΖΩΓΡΑΦΙΚΗ—Σκίτσα, ἐκκλήσεις, Μακέττες εἰς ὑάλον κ.λ.π. Ἐργασίαι ἀνεγνωρισμένης ἀξίας, ἀγγυημένων χρωμάτων καὶ μὲ ταχίστην παράδοσιν (48, 1972, 275, 2038)
subheading: Β'. Ἀλλοδαπαί (584, 715, 670, 729)
article-text: 2) Διὰ δηλώσεως τῆς 14 Μαΐου ἐ.ἔ. ἄρχεται ἀπὸ τοῦ τρέχοντος οἰκονομικοῦ ἔτους 1926—27 νέα φορολογικὴ περίοδος ἐπιβάλλοντος ὑποχρεωτικῶς νέων δηλώσεων. Αἱ δηλώσεις ὑποβάλλονται εἰς τὸν Ἔφορον ἐν τῇ περιφερείᾳ τοῦ ὁποίου κεῖται τὸ ἀκίνητον. (731, 457, 927, 564)
article-text: Τὸ ἀτμόπλοιον «Καρίνθια» ἀναμένεται ἐκ Κωνσταντινουπόλεως τὴν 12 τρέχοντος καὶ θὰ ἀναχωρήσῃ τὴν ἑπομένην διὰ Πειραιᾶ, Κέρκυραν, Βρινδήσιον, Βενετίαν καὶ Τεργέστην. Τὸ ἀτμόπλοιον «Δαλματία» ἀναμένεται τὴν Δευτέραν 14 τρέχοντος. (1326, 727, 1570, 807)
heading-turkish-tobacco: ΤΑ ΤΟΥΡΚΙΚΑ ΚΑΠΝΑ ΕΙΣ ΑΙΓΥΠΤΟΝ (963, 662, 1114, 735)
column-divider (1321, 192, 1322, 2082)
article-text: Ἀἴρονται αἱ ἀφορμαὶ τῆς διαφορᾶς μεταξὺ τῶν Συνδικάτων. Κυριακὴν συνεκλήθη συνέλευσις τῶν μελῶν τοῦ σωματείου Ἀρτεργατῶν. (1146, 321, 1316, 387)
subheading: Μεταλλουργὸς Ἰσιδώρου (1155, 459, 1307, 473)
article-text: Σῖτος.— Λίβερπουλ Ἰούλιος 11 6 3/4, Ὀκτώβριος 10 8 3/4. Σικάγο: Ἰούλιος 140 1/2, Σέβριος 136 1/8, Μάϊος 138 5/8. Βίνιπεγκ Ἰούλιος 156 3/8, Ὀκτώβριος 133 1/2. Βένος Ἄϋρες Ἰούλιος 13.50, Ἰούλιος 13.45. (293, 595, 523, 661)
ad-line: Ἡ φήμη τους εἶναι παγκόσμια καὶ εἶναι τὰ μόνα τσιμέντα μὲ ὅλα τὰ ὅσα ὀφείλουν. ἀναμφισβήτητος, τὰ καλύτερα ἀποτελέσματα διὰ τὰς οἰκοδομικὰς ἐργασίας. (739, 1047, 919, 1103)
heading-labor-issues: ΤΑ ΕΡΓΑΤΙΚΑ ΜΑΣ ΖΗΤΗΜΑΤΑ (948, 196, 1129, 238)
ad-line: ὁ νέος τῆς θαλάσσης εὐθεὶς τὸ ἀπόγευμα (1342, 960, 1554, 972)
coin-alexander-icon (1467, 81, 1559, 173)
ad-line: ΤΑΚΤΙΚΗ 15ΘΗΜΕΡΟΣ ΓΡΑΜΜΗ ΘΕΣ/ΝΙΚΗΣ—ΑΛΕΞΑΝΔΡΕΙΑΣ (51, 1111, 272, 1136)
ad-title: ΝΟΣΗΜΑΤΑ (572, 1220, 682, 1240)
price-label: Βελγικόν (40, 246, 86, 258)
heading-diseases: ΑΙ ΛΟΙΜΩΔΕΙΣ ΝΟΣΟΙ (1347, 498, 1549, 519)
divider (941, 1148, 1136, 1149)
heading-lloyd-triestino: ΛΟΫΔ ΤΡΙΕΣΤΙΝΟ (1368, 702, 1528, 723)
